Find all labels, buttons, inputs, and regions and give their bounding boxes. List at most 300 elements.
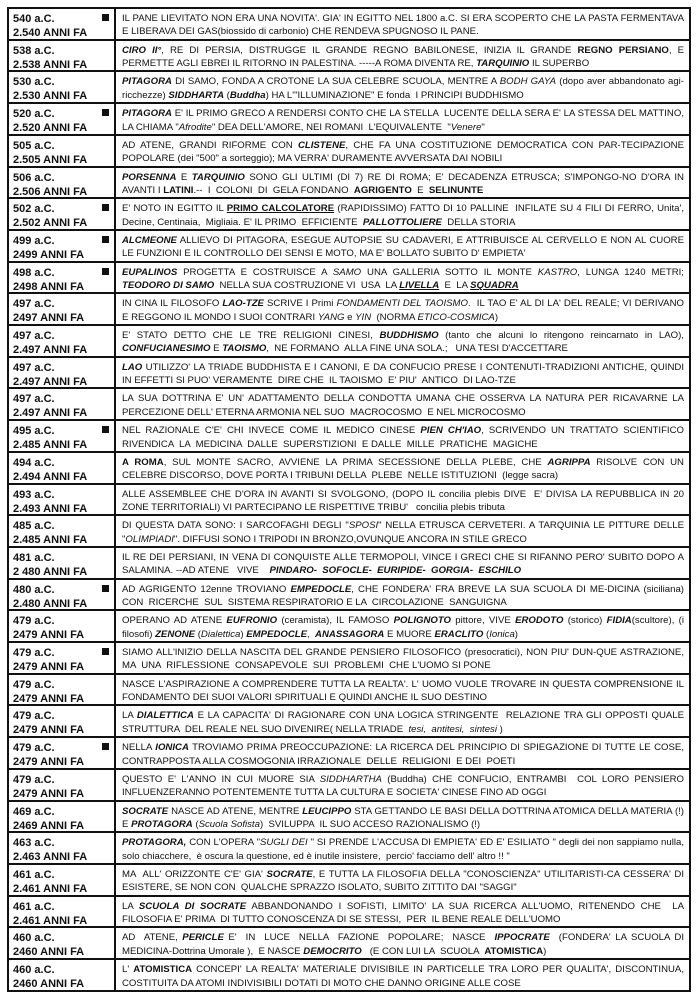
event-description bbox=[116, 72, 689, 102]
date-cell bbox=[9, 865, 116, 895]
text-segment: EUFRONIO bbox=[226, 615, 278, 627]
years-ago-label: 2.463 ANNI FA bbox=[13, 851, 88, 864]
text-segment: . IL TAO E' AL DI LA' DEL REALE; VI DERIVANO E REGGONO IL MONDO I SUOI CONTRARI bbox=[122, 298, 687, 323]
event-description bbox=[116, 802, 689, 832]
timeline-row bbox=[9, 451, 689, 483]
square-bullet-icon bbox=[102, 204, 109, 211]
text-segment: PROTAGORA bbox=[131, 818, 193, 830]
text-segment: SOCRATE bbox=[122, 805, 169, 817]
text-segment: PROGETTA E COSTRUISCE A bbox=[177, 266, 333, 278]
timeline-row bbox=[9, 70, 689, 102]
text-segment: OPERANO AD ATENE bbox=[122, 615, 227, 627]
years-ago-label: 2.540 ANNI FA bbox=[13, 27, 88, 39]
year-label: 480 a.C. bbox=[13, 583, 55, 596]
text-segment: ALLE ASSEMBLEE CHE D'ORA IN AVANTI SI SVOLGONO, (DOPO IL concilia plebis DIVE E' DIVISA LA REPUBBLICA IN 20 ZONE TERRITORIALI) VI PARTECIPANO LE RISPETTIVE TRIBU' concilia plebis tributa bbox=[122, 488, 687, 513]
year-label: 479 a.C. bbox=[13, 742, 55, 755]
text-segment: EUPALINOS bbox=[122, 266, 178, 278]
event-description bbox=[116, 263, 689, 293]
date-cell bbox=[9, 516, 116, 546]
event-description bbox=[116, 104, 689, 134]
year-label: 502 a.C. bbox=[13, 203, 55, 216]
text-segment: E LA CAPACITA' DI RAGIONARE CON UNA LOGICA STRINGENTE RELAZIONE TRA GLI OPPOSTI QUALE STRUTTURA DEL REALE NEL SUO DIVENIRE( NELLA TRIADE bbox=[122, 710, 687, 735]
years-ago-label: 2479 ANNI FA bbox=[13, 787, 85, 800]
text-segment: ) SVILUPPA IL SUO ACCESO RAZIONALISMO (!) bbox=[259, 818, 481, 830]
text-segment: " UTILITARISTI-CA CESSERA' DI ESISTERE, SE NON CON QUALCHE SPRAZZO ISOLATO, SUBITO ZITTITO DAI "SAGGI" bbox=[122, 868, 687, 894]
text-segment: KASTRO bbox=[537, 266, 578, 278]
text-segment: (RAPIDISSIMO) FATTO DI 10 PALLINE INFILATE SU 4 FILI DI FERRO, Unita', Decine, Centinaia, Migliaia. E' IL PRIMO EFFICIENTE bbox=[122, 203, 687, 228]
timeline-row bbox=[9, 419, 689, 451]
years-ago-label: 2479 ANNI FA bbox=[13, 756, 85, 769]
text-segment: ALLIEVO DI PITAGORA, ESEGUE AUTOPSIE SU CADAVERI, E ATTRIBUISCE AL CERVELLO E NON AL CUORE LE FUNZIONI E IL CONTROLLO DEI SENSI E MOTO, MA E' BOLLATO SUBITO D' EMPIETA' bbox=[122, 234, 687, 260]
text-segment: ETICO-COSMICA bbox=[417, 311, 495, 323]
text-segment: SPOSI bbox=[348, 520, 379, 532]
year-label: 495 a.C. bbox=[13, 425, 55, 438]
timeline-row bbox=[9, 831, 689, 863]
text-segment: SCRIVE I Primi bbox=[263, 298, 337, 310]
text-segment: DELLA STORIA bbox=[441, 216, 516, 228]
text-segment: TAOISMO bbox=[222, 343, 267, 355]
text-segment: TEODORO DI SAMO bbox=[122, 280, 215, 292]
year-label: 530 a.C. bbox=[13, 76, 55, 89]
event-description bbox=[116, 643, 689, 673]
event-description bbox=[116, 421, 689, 451]
timeline-row bbox=[9, 261, 689, 293]
text-segment: (ceramista), IL FAMOSO bbox=[277, 615, 394, 627]
event-description bbox=[116, 833, 689, 863]
text-segment: IPPOCRATE bbox=[494, 932, 550, 944]
event-description bbox=[116, 41, 689, 71]
text-segment: DEMOCRITO bbox=[303, 945, 362, 957]
years-ago-label: 2.530 ANNI FA bbox=[13, 90, 88, 103]
text-segment: (dopo aver abbandonato agi-ricchezze) bbox=[122, 76, 684, 101]
text-segment: , CHE FONDERA' FRA BREVE LA SUA SCUOLA DI ME-DICINA (siciliana) CON RICERCHE SUL SISTEMA RESPIRATORIO E LA CIRCOLAZIONE SANGUIGNA bbox=[122, 583, 687, 609]
event-description bbox=[116, 738, 689, 768]
text-segment: (NORMA bbox=[371, 311, 418, 323]
timeline-row bbox=[9, 39, 689, 71]
text-segment: , LUNGA 1240 METRI; bbox=[577, 266, 687, 278]
date-cell bbox=[9, 199, 116, 229]
date-cell bbox=[9, 802, 116, 832]
square-bullet-icon bbox=[102, 268, 109, 275]
text-segment: PERICLE bbox=[182, 932, 224, 944]
text-segment: " NELLA ETRUSCA CERVETERI. A TARQUINIA LE PITTURE DELLE " bbox=[122, 520, 687, 545]
event-description bbox=[116, 136, 689, 166]
text-segment: , E TUTTA LA FILOSOFIA DELLA "CONO bbox=[312, 868, 496, 880]
text-segment: E LA bbox=[439, 280, 471, 292]
timeline-row bbox=[9, 134, 689, 166]
text-segment: E MUORE bbox=[384, 628, 435, 640]
square-bullet-icon bbox=[102, 426, 109, 433]
years-ago-label: 2.497 ANNI FA bbox=[13, 375, 88, 388]
text-segment: AGRIGENTO bbox=[353, 184, 412, 196]
text-segment: SAMO bbox=[332, 266, 362, 278]
year-label: 479 a.C. bbox=[13, 773, 55, 786]
date-cell bbox=[9, 9, 116, 39]
timeline-row bbox=[9, 324, 689, 356]
years-ago-label: 2460 ANNI FA bbox=[13, 978, 85, 991]
timeline-row bbox=[9, 926, 689, 958]
years-ago-label: 2479 ANNI FA bbox=[13, 724, 85, 737]
years-ago-label: 2.497 ANNI FA bbox=[13, 344, 88, 357]
timeline-row bbox=[9, 578, 689, 610]
text-segment: , NE FORMANO ALLA FINE UNA SOLA.; UNA TESI D'ACCETTARE bbox=[266, 343, 568, 355]
event-description bbox=[116, 199, 689, 229]
text-segment: CONFUCIANESIMO bbox=[122, 343, 211, 355]
year-label: 497 a.C. bbox=[13, 393, 55, 406]
years-ago-label: 2.538 ANNI FA bbox=[13, 58, 88, 71]
text-segment: E' STATO DETTO CHE LE TRE RELIGIONI CINESI, bbox=[122, 330, 380, 342]
text-segment: IL RE DEI PERSIANI, IN VENA DI CONQUISTE ALLE TERMOPOLI, VINCE I GRECI CHE SI RIFANNO PERO' SUBITO DOPO A SALAMINA. --AD ATENE VIVE bbox=[122, 551, 687, 577]
event-description bbox=[116, 548, 689, 578]
date-cell bbox=[9, 453, 116, 483]
text-segment: ERODOTO bbox=[515, 615, 564, 627]
text-segment: IL SUPERBO bbox=[529, 58, 590, 70]
timeline-row bbox=[9, 166, 689, 198]
text-segment: EMPEDOCLE bbox=[246, 628, 308, 640]
years-ago-label: 2499 ANNI FA bbox=[13, 248, 85, 261]
text-segment: , bbox=[307, 628, 316, 640]
event-description bbox=[116, 611, 689, 641]
date-cell bbox=[9, 231, 116, 261]
year-label: 460 a.C. bbox=[13, 964, 55, 977]
event-description bbox=[116, 580, 689, 610]
year-label: 494 a.C. bbox=[13, 456, 55, 469]
year-label: 485 a.C. bbox=[13, 520, 55, 533]
text-segment: AD AGRIGENTO 12enne TROVIANO bbox=[122, 583, 291, 595]
date-cell bbox=[9, 770, 116, 800]
text-segment: AD ATENE, bbox=[122, 932, 183, 944]
event-description bbox=[116, 231, 689, 261]
text-segment: YANG bbox=[317, 311, 345, 323]
text-segment: ) bbox=[514, 628, 518, 640]
text-segment: BUDDHISMO bbox=[379, 330, 439, 342]
text-segment: (storico) bbox=[563, 615, 607, 627]
text-segment: LEUCIPPO bbox=[302, 805, 352, 817]
text-segment: NELLA SUA COSTRUZIONE VI USA LA bbox=[214, 280, 400, 292]
years-ago-label: 2.480 ANNI FA bbox=[13, 597, 88, 610]
text-segment: MA ALL' ORIZZONTE C'E' GIA' bbox=[122, 868, 267, 880]
text-segment: e bbox=[344, 311, 356, 323]
event-description bbox=[116, 865, 689, 895]
text-segment: SUGLI DEI bbox=[259, 837, 308, 849]
text-segment: ANASSAGORA bbox=[315, 628, 385, 640]
text-segment: ) bbox=[494, 311, 499, 323]
event-description bbox=[116, 358, 689, 388]
text-segment: NEL RAZIONALE C'E' CHI INVECE COME IL MEDICO CINESE bbox=[122, 425, 421, 437]
year-label: 520 a.C. bbox=[13, 108, 55, 121]
year-label: 506 a.C. bbox=[13, 171, 55, 184]
date-cell bbox=[9, 485, 116, 515]
text-segment: ABBANDONANDO I SOFISTI, LIMITO' LA SUA RICERCA ALL'UOMO, RITENENDO CHE LA FILOSOFIA E' PRIMA DI TUTTO CONOSCENZA DI SE STESSI, PER IL BENE REALE DELL'UOMO bbox=[122, 900, 687, 926]
text-segment: IL PANE LIEVITATO NON ERA UNA NOVITA'. GIA' IN EGITTO NEL 1800 a.C. SI ERA SCOPERTO CHE LA PASTA FERMENTAVA E LIBERAVA DEI GAS(biossido di carbonio) CHE RENDEVA SPUGNOSO IL PANE. bbox=[122, 13, 687, 38]
event-description bbox=[116, 168, 689, 198]
text-segment: (scultore), (i filosofi) bbox=[122, 615, 687, 640]
text-segment: Venere bbox=[450, 121, 482, 133]
year-label: 479 a.C. bbox=[13, 615, 55, 628]
text-segment: SCUOLA DI SOCRATE bbox=[138, 900, 247, 912]
text-segment: LA bbox=[122, 900, 139, 912]
square-bullet-icon bbox=[102, 743, 109, 750]
text-segment: ALCMEONE bbox=[122, 234, 177, 246]
text-segment: QUESTO E' L'ANNO IN CUI MUORE SIA bbox=[122, 773, 320, 785]
text-segment: ) HA L'"ILLUMINAZIONE" E fonda I PRINCIPI BUDDHISMO bbox=[265, 89, 524, 101]
text-segment: FIDIA bbox=[606, 615, 632, 627]
year-label: 540 a.C. bbox=[13, 13, 55, 25]
year-label: 497 a.C. bbox=[13, 361, 55, 374]
text-segment: YIN bbox=[355, 311, 372, 323]
text-segment: TARQUINIO bbox=[191, 171, 245, 183]
year-label: 497 a.C. bbox=[13, 298, 55, 311]
text-segment: POLIGNOTO bbox=[393, 615, 451, 627]
text-segment: " DEA DELL'AMORE, NEI ROMANI L'EQUIVALENTE " bbox=[211, 121, 451, 133]
text-segment: LATINI bbox=[163, 184, 194, 196]
square-bullet-icon bbox=[102, 14, 109, 21]
square-bullet-icon bbox=[102, 585, 109, 592]
text-segment: ( bbox=[195, 628, 201, 640]
date-cell bbox=[9, 611, 116, 641]
year-label: 479 a.C. bbox=[13, 710, 55, 723]
years-ago-label: 2.494 ANNI FA bbox=[13, 470, 88, 483]
event-description bbox=[116, 326, 689, 356]
years-ago-label: 2498 ANNI FA bbox=[13, 280, 85, 293]
text-segment: Dialettica bbox=[200, 628, 241, 640]
text-segment: E' NOTO IN EGITTO IL bbox=[122, 203, 227, 215]
year-label: 461 a.C. bbox=[13, 868, 55, 881]
timeline-row bbox=[9, 292, 689, 324]
text-segment: ATOMISTICA bbox=[133, 964, 193, 976]
date-cell bbox=[9, 326, 116, 356]
year-label: 479 a.C. bbox=[13, 647, 55, 660]
text-segment: , RE DI PERSIA, DISTRUGGE IL GRANDE REGNO BABILONESE, INIZIA IL GRANDE bbox=[161, 44, 578, 56]
timeline-row bbox=[9, 704, 689, 736]
text-segment: TROVIAMO PRIMA PREOCCUPAZIONE: LA RICERCA DEL PRINCIPIO DI SPIEGAZIONE DI TUTTE LE COSE, CONTRAPPOSTA ALLA COSMOGONIA IRRAZIONALE DELLE RELIGIONI E DEI POETI bbox=[122, 742, 687, 767]
years-ago-label: 2479 ANNI FA bbox=[13, 629, 85, 642]
date-cell bbox=[9, 738, 116, 768]
date-cell bbox=[9, 643, 116, 673]
date-cell bbox=[9, 706, 116, 736]
year-label: 498 a.C. bbox=[13, 266, 55, 279]
text-segment: ZENONE bbox=[155, 628, 196, 640]
text-segment: IONICA bbox=[155, 742, 189, 754]
timeline-row bbox=[9, 609, 689, 641]
text-segment: NASCE AD ATENE, MENTRE bbox=[168, 805, 303, 817]
text-segment: BODH GAYA bbox=[499, 76, 557, 88]
text-segment: E bbox=[210, 343, 223, 355]
event-description bbox=[116, 9, 689, 39]
text-segment: IN CINA IL FILOSOFO bbox=[122, 298, 223, 310]
text-segment: LA SUA DOTTRINA E' UN' ADATTAMENTO DELLA CONDOTTA UMANA CHE OSSERVA LA NATURA PER RICAVARNE LA PERCEZIONE DELL' ETERNA ARMONIA NEL SUO MACROCOSMO E NEL MICROCOSMO bbox=[122, 393, 687, 418]
text-segment: FONDAMENTI DEL TAOISMO bbox=[336, 298, 469, 310]
timeline-row bbox=[9, 387, 689, 419]
event-description bbox=[116, 770, 689, 800]
text-segment: ( bbox=[483, 628, 490, 640]
square-bullet-icon bbox=[102, 109, 109, 116]
timeline-row bbox=[9, 863, 689, 895]
timeline-row bbox=[9, 546, 689, 578]
timeline-row bbox=[9, 641, 689, 673]
text-segment: , E PERMETTE AGLI EBREI IL RITORNO IN PALESTINA. -----A ROMA DIVENTA RE, bbox=[122, 44, 687, 70]
date-cell bbox=[9, 897, 116, 927]
years-ago-label: 2460 ANNI FA bbox=[13, 946, 85, 959]
event-description bbox=[116, 453, 689, 483]
text-segment: PIEN CH'IAO bbox=[420, 425, 482, 437]
text-segment: SCIENZA bbox=[495, 868, 538, 880]
text-segment: ( bbox=[192, 818, 199, 830]
date-cell bbox=[9, 294, 116, 324]
text-segment: CONCEPI' LA REALTA' MATERIALE DIVISIBILE IN PARTICELLE TRA LORO PER QUALITA', DISCONTINUA, COSTITUITA DA ATOMI INDIVISIBILI DOTATI DI MOTO CHE DANNO ORIGINE ALLE COSE bbox=[122, 964, 687, 989]
year-label: 499 a.C. bbox=[13, 234, 55, 247]
event-description bbox=[116, 928, 689, 958]
date-cell bbox=[9, 928, 116, 958]
year-label: 460 a.C. bbox=[13, 932, 55, 945]
text-segment: tesi, antitesi, sintesi bbox=[408, 723, 497, 735]
years-ago-label: 2.502 ANNI FA bbox=[13, 217, 88, 230]
years-ago-label: 2.506 ANNI FA bbox=[13, 185, 88, 198]
text-segment: ) bbox=[543, 945, 547, 957]
years-ago-label: 2.485 ANNI FA bbox=[13, 534, 88, 547]
text-segment: .-- I COLONI DI GELA FONDANO bbox=[193, 184, 354, 196]
event-description bbox=[116, 485, 689, 515]
text-segment: E bbox=[411, 184, 429, 196]
text-segment: AGRIPPA bbox=[547, 456, 591, 468]
date-cell bbox=[9, 72, 116, 102]
years-ago-label: 2469 ANNI FA bbox=[13, 819, 85, 832]
timeline-row bbox=[9, 673, 689, 705]
year-label: 469 a.C. bbox=[13, 805, 55, 818]
event-description bbox=[116, 516, 689, 546]
text-segment: ) bbox=[240, 628, 247, 640]
date-cell bbox=[9, 833, 116, 863]
years-ago-label: 2.520 ANNI FA bbox=[13, 122, 88, 135]
timeline-row bbox=[9, 958, 689, 990]
text-segment: OLIMPIADI bbox=[125, 533, 174, 545]
square-bullet-icon bbox=[102, 236, 109, 243]
text-segment: DI QUESTA DATA SONO: I SARCOFAGHI DEGLI " bbox=[122, 520, 349, 532]
text-segment: PITAGORA bbox=[122, 76, 172, 88]
date-cell bbox=[9, 580, 116, 610]
text-segment: ERACLITO bbox=[434, 628, 484, 640]
text-segment: L' bbox=[122, 964, 134, 976]
text-segment: DI SAMO, FONDA A CROTONE LA SUA CELEBRE SCUOLA, MENTRE A bbox=[171, 76, 500, 88]
text-segment: E' IN LUCE NELLA FAZIONE POPOLARE; NASCE bbox=[223, 932, 495, 944]
text-segment: SIDDHARTHA bbox=[319, 773, 382, 785]
date-cell bbox=[9, 358, 116, 388]
text-segment: E bbox=[176, 171, 192, 183]
timeline-table bbox=[7, 7, 691, 992]
text-segment: LIVELLA bbox=[399, 280, 440, 292]
text-segment: SONO GLI ULTIMI (DI 7) RE DI ROMA; E' DECADENZA ETRUSCA; S'IMPONGO-NO D'ORA IN AVANTI I bbox=[122, 171, 687, 196]
text-segment: LAO-TZE bbox=[222, 298, 264, 310]
text-segment: " SI PRENDE L'ACCUSA DI EMPIETA' ED E' ESILIATO " degli dei non sappiamo nulla, solo chiacchere, è oscura la questione, ed è inutile insistere, percio' facciamo dell' altro !! " bbox=[122, 837, 687, 862]
timeline-row bbox=[9, 514, 689, 546]
years-ago-label: 2.497 ANNI FA bbox=[13, 407, 88, 420]
text-segment: (Buddha) CHE CONFUCIO, ENTRAMBI COL LORO PENSIERO INFLUENZERANNO POTENTEMENTE TUTTA LA CULTURA E SOCIETA' CINESE FINO AD OGGI bbox=[122, 773, 687, 799]
text-segment: DIALETTICA bbox=[136, 710, 194, 722]
text-segment: PRIMO CALCOLATORE bbox=[226, 203, 335, 215]
event-description bbox=[116, 675, 689, 705]
text-segment: A ROMA bbox=[122, 456, 164, 468]
text-segment: (FONDERA' LA SCUOLA DI MEDICINA-Dottrina Umorale ), E NASCE bbox=[122, 932, 687, 957]
text-segment: CON L'OPERA " bbox=[186, 837, 260, 849]
date-cell bbox=[9, 168, 116, 198]
text-segment: CLISTENE bbox=[297, 139, 346, 151]
timeline-row bbox=[9, 9, 689, 39]
timeline-row bbox=[9, 895, 689, 927]
text-segment: " bbox=[481, 121, 485, 133]
text-segment: SQUADRA bbox=[470, 280, 519, 292]
text-segment: E' IL PRIMO GRECO A RENDERSI CONTO CHE LA STELLA LUCENTE DELLA SERA E' LA STESSA DEL MATTINO, LA CHIAMA " bbox=[122, 108, 687, 133]
year-label: 463 a.C. bbox=[13, 837, 55, 850]
date-cell bbox=[9, 548, 116, 578]
text-segment: CIRO II° bbox=[122, 44, 162, 56]
text-segment: TARQUINIO bbox=[476, 58, 530, 70]
text-segment: SIAMO ALL'INIZIO DELLA NASCITA DEL GRANDE PENSIERO FILOSOFICO (presocratici), NON PIU' DUN-QUE ASTRAZIONE, MA UNA RIFLESSIONE CONSAPEVOLE SUI PROBLEMI CHE L'UOMO SI PONE bbox=[122, 647, 689, 672]
text-segment: PORSENNA bbox=[122, 171, 177, 183]
event-description bbox=[116, 389, 689, 419]
year-label: 461 a.C. bbox=[13, 900, 55, 913]
text-segment: LA bbox=[122, 710, 137, 722]
timeline-row bbox=[9, 768, 689, 800]
years-ago-label: 2.493 ANNI FA bbox=[13, 502, 88, 515]
text-segment: AD ATENE, GRANDI RIFORME CON bbox=[122, 139, 298, 151]
date-cell bbox=[9, 41, 116, 71]
square-bullet-icon bbox=[102, 648, 109, 655]
event-description bbox=[116, 897, 689, 927]
text-segment: , SUL MONTE SACRO, AVVIENE LA PRIMA SECESSIONE DELLA PLEBE, CHE bbox=[163, 456, 548, 468]
text-segment: pittore, VIVE bbox=[450, 615, 516, 627]
years-ago-label: 2.461 ANNI FA bbox=[13, 882, 88, 895]
text-segment: Buddha bbox=[229, 89, 266, 101]
date-cell bbox=[9, 675, 116, 705]
text-segment: REGNO PERSIANO bbox=[577, 44, 669, 56]
text-segment: ATOMISTICA bbox=[484, 945, 544, 957]
text-segment: NASCE L'ASPIRAZIONE A COMPRENDERE TUTTA LA REALTA'. L' UOMO VUOLE TROVARE IN QUESTA COMPRENSIONE IL FONDAMENTO DEI SUOI VALORI SPIRITUALI E QUINDI ANCHE IL SUO DESTINO bbox=[122, 678, 687, 704]
timeline-row bbox=[9, 197, 689, 229]
text-segment: STA GETTANDO LE BASI DELLA DOTTRINA ATOMICA DELLA MATERIA (!) E bbox=[122, 805, 689, 830]
date-cell bbox=[9, 104, 116, 134]
date-cell bbox=[9, 389, 116, 419]
timeline-row bbox=[9, 102, 689, 134]
text-segment: , CHE FA UNA COSTITUZIONE DEMOCRATICA CON PAR-TECIPAZIONE POPOLARE (dei "500" a sorteggio); MA VERRA' DURAMENTE AVVERSATA DAI NOBILI bbox=[122, 139, 687, 165]
event-description bbox=[116, 294, 689, 324]
text-segment: PROTAGORA, bbox=[122, 837, 187, 849]
timeline-row bbox=[9, 736, 689, 768]
timeline-row bbox=[9, 356, 689, 388]
text-segment: PINDARO- SOFOCLE- EURIPIDE- GORGIA- ESCHILO bbox=[269, 565, 522, 577]
text-segment: ( bbox=[224, 89, 230, 101]
text-segment: PITAGORA bbox=[122, 108, 172, 120]
date-cell bbox=[9, 136, 116, 166]
year-label: 538 a.C. bbox=[13, 44, 55, 57]
year-label: 497 a.C. bbox=[13, 330, 55, 343]
years-ago-label: 2497 ANNI FA bbox=[13, 312, 85, 325]
text-segment: EMPEDOCLE bbox=[290, 583, 352, 595]
text-segment: UNA GALLERIA SOTTO IL MONTE bbox=[361, 266, 538, 278]
timeline-row bbox=[9, 229, 689, 261]
text-segment: ) bbox=[496, 723, 503, 735]
text-segment: Afrodite bbox=[178, 121, 212, 133]
text-segment: ". DIFFUSI SONO I TRIPODI IN BRONZO,OVUNQUE ANCORA IN STILE GRECO bbox=[173, 533, 527, 545]
text-segment: SOCRATE bbox=[266, 868, 313, 880]
text-segment: UTILIZZO' LA TRIADE BUDDHISTA E I CANONI, E DA CONFUCIO PRESE I CONTENUTI-TRADIZIONI ANTICHE, QUINDI IN EFFETTI SI PUO' VERAMENTE DIRE CHE IL TAOISMO E' PIU' ANTICO DI LAO-TZE bbox=[122, 361, 687, 387]
text-segment: PALLOTTOLIERE bbox=[362, 216, 442, 228]
year-label: 493 a.C. bbox=[13, 488, 55, 501]
year-label: 479 a.C. bbox=[13, 678, 55, 691]
date-cell bbox=[9, 263, 116, 293]
event-description bbox=[116, 706, 689, 736]
timeline-row bbox=[9, 483, 689, 515]
text-segment: (tanto che alcuni lo ritengono reincarnato in LAO), bbox=[438, 330, 687, 342]
